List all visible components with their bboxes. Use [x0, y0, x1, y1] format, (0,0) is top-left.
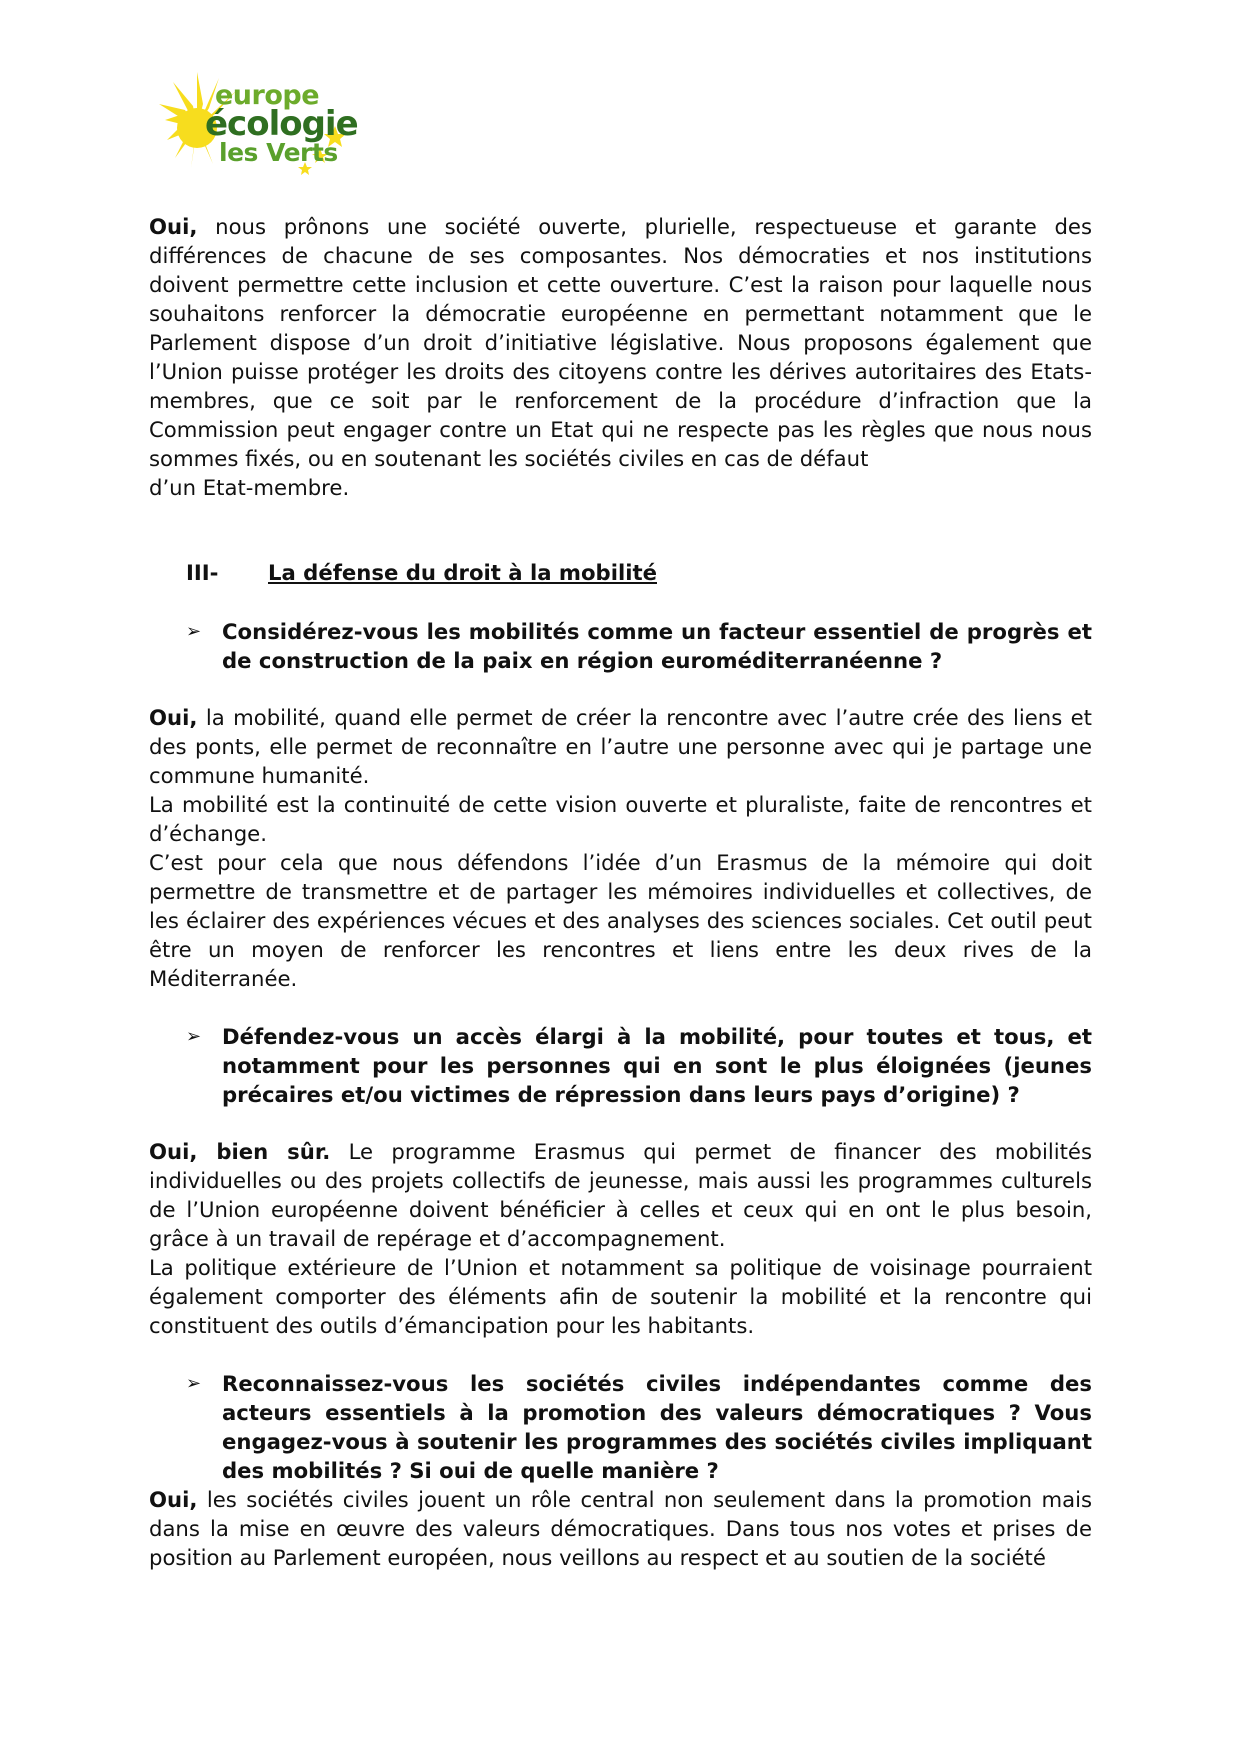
arrow-bullet-icon: ➢ [186, 1026, 202, 1047]
question-mobility-peace [186, 617, 1092, 675]
section-number: III- [186, 560, 219, 585]
section-heading [149, 558, 1092, 587]
answer-lead: Oui, [149, 214, 198, 239]
paragraph-text: nous prônons une société ouverte, plurielle, respectueuse et garante des différences de chacune de ses composantes. Nos démocraties et nos institutions doivent permettre cette inclusion et cette ouverture. C’est la raison pour laquelle nous souhaitons renforcer la démocratie européenne en permettant notamment que le Parlement dispose d’un droit d’initiative législative. Nous proposons également que l’Union puisse protéger les droits des citoyens contre les dérives autoritaires des Etats-membres, que ce soit par le renforcement de la procédure d’infraction que la Commission peut engager contre un Etat qui ne respecte pas les règles que nous nous sommes fixés, ou en soutenant les sociétés civiles en cas de défaut [149, 214, 1092, 471]
answer-paragraph: C’est pour cela que nous défendons l’idée d’un Erasmus de la mémoire qui doit permettre de transmettre et de partager les mémoires individuelles et collectives, de les éclairer des expériences vécues et des analyses des sciences sociales. Cet outil peut être un moyen de renforcer les rencontres et liens entre les deux rives de la Méditerranée. [149, 850, 1092, 991]
arrow-bullet-icon: ➢ [186, 1373, 202, 1394]
document-body [149, 212, 1092, 1572]
question-text: Reconnaissez-vous les sociétés civiles indépendantes comme des acteurs essentiels à la promotion des valeurs démocratiques ? Vous engagez-vous à soutenir les programmes des sociétés civiles impliquant des mobilités ? Si oui de quelle manière ? [222, 1371, 1092, 1483]
question-text: Considérez-vous les mobilités comme un facteur essentiel de progrès et de construction de la paix en région euroméditerranéenne ? [222, 619, 1092, 673]
answer-lead: Oui, [149, 1487, 198, 1512]
answer-access-mobility [149, 1137, 1092, 1253]
answer-text: la mobilité, quand elle permet de créer la rencontre avec l’autre crée des liens et des ponts, elle permet de reconnaître en l’autre une personne avec qui je partage une commune humanité. [149, 705, 1092, 788]
answer-lead: Oui, [149, 705, 198, 730]
logo-word-les-verts: les Verts [219, 138, 338, 167]
section-title: La défense du droit à la mobilité [268, 560, 657, 585]
paragraph-inclusion [149, 212, 1092, 473]
arrow-bullet-icon: ➢ [186, 621, 202, 642]
question-access-mobility [186, 1022, 1092, 1109]
answer-text: les sociétés civiles jouent un rôle central non seulement dans la promotion mais dans la mise en œuvre des valeurs démocratiques. Dans tous nos votes et prises de position au Parlement européen, nous veillons au respect et au soutien de la société [149, 1487, 1092, 1570]
answer-paragraph: La mobilité est la continuité de cette vision ouverte et pluraliste, faite de rencontres et d’échange. [149, 792, 1092, 846]
paragraph-last-line: d’un Etat-membre. [149, 475, 350, 500]
logo-word-europe: europe [215, 80, 320, 111]
answer-civil-society [149, 1485, 1092, 1572]
answer-lead: Oui, bien sûr. [149, 1139, 331, 1164]
question-civil-society [186, 1369, 1092, 1485]
answer-text: Le programme Erasmus qui permet de financer des mobilités individuelles ou des projets collectifs de jeunesse, mais aussi les programmes culturels de l’Union européenne doivent bénéficier à celles et ceux qui en ont le plus besoin, grâce à un travail de repérage et d’accompagnement. [149, 1139, 1092, 1251]
answer-mobility-peace [149, 703, 1092, 790]
question-text: Défendez-vous un accès élargi à la mobilité, pour toutes et tous, et notamment pour les personnes qui en sont le plus éloignées (jeunes précaires et/ou victimes de répression dans leurs pays d’origine) ? [222, 1024, 1092, 1107]
party-logo [145, 68, 365, 188]
logo-word-ecologie: écologie [205, 104, 358, 144]
answer-paragraph: La politique extérieure de l’Union et notamment sa politique de voisinage pourraient également comporter des éléments afin de soutenir la mobilité et la rencontre qui constituent des outils d’émancipation pour les habitants. [149, 1255, 1092, 1338]
